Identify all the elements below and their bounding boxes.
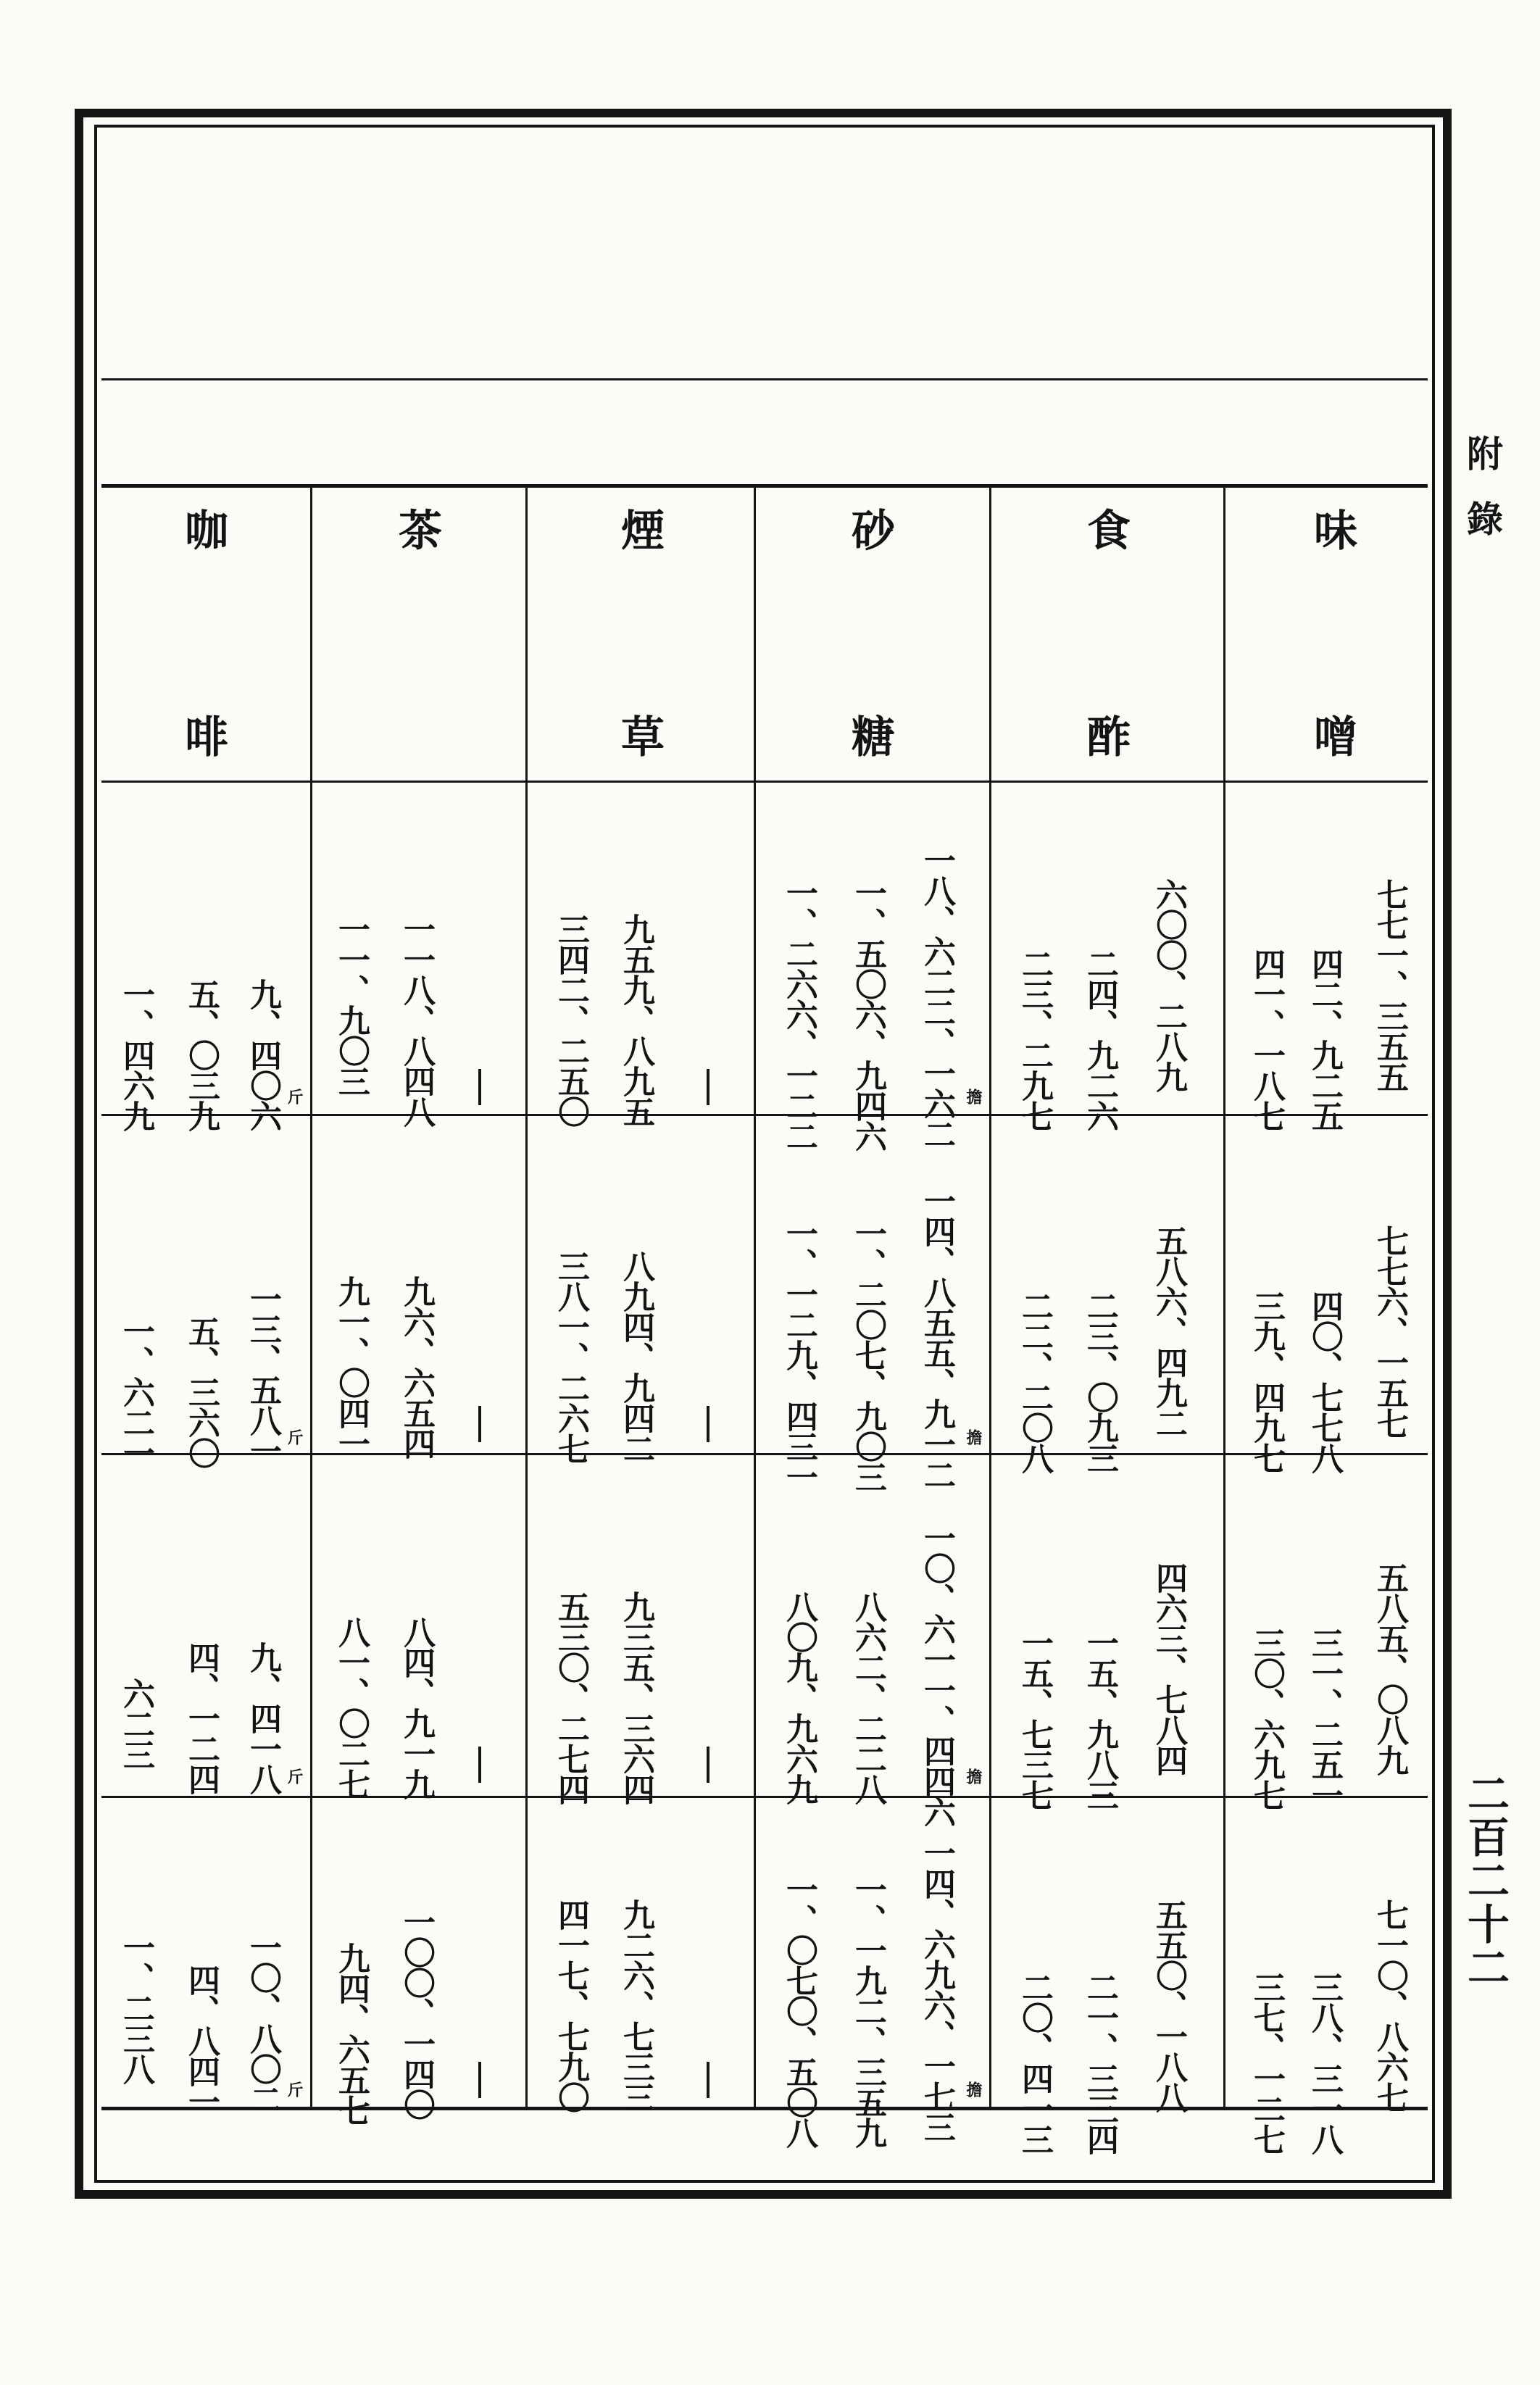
cell-tea-r1-v2: 一一、九〇三 xyxy=(333,913,370,1096)
cell-vinegar-r1-v3: 二三、二九七 xyxy=(1016,948,1053,1131)
cell-tea-r3-v1: 八四、九一九 xyxy=(398,1616,435,1799)
cell-tea-r4-dash xyxy=(478,2062,481,2098)
cell-tea-r2-v1: 九六、六五四 xyxy=(398,1275,435,1458)
cell-miso-r2-v1: 七七六、一五七 xyxy=(1371,1225,1408,1438)
rule-row-3 xyxy=(101,1796,1428,1798)
cell-vinegar-r4-v2: 二一、三三四 xyxy=(1081,1971,1118,2154)
cell-tobacco-r3-v1: 九三五、三六四 xyxy=(617,1591,654,1804)
cell-miso-r3-v2: 三一、二五一 xyxy=(1306,1627,1343,1810)
cell-tea-r1-v1: 一一八、八四八 xyxy=(398,913,435,1126)
cell-sugar-r3-v2: 八六二、二二八 xyxy=(849,1591,886,1804)
unit-dan-r2: 擔 xyxy=(964,1429,983,1445)
cell-vinegar-r2-v1: 五八六、四九二 xyxy=(1150,1225,1187,1438)
cell-sugar-r1-v1: 一八、六二二、一六二 xyxy=(918,844,955,1149)
rule-empty-band xyxy=(101,378,1428,380)
header-vinegar-2: 酢 xyxy=(1080,714,1131,757)
rule-row-1 xyxy=(101,1114,1428,1116)
cell-vinegar-r3-v2: 一五、九八三 xyxy=(1081,1627,1118,1810)
header-vinegar-1: 食 xyxy=(1080,507,1131,551)
unit-jin-r3: 斤 xyxy=(285,1768,304,1784)
cell-sugar-r3-v3: 八〇九、九六九 xyxy=(781,1591,817,1804)
cell-tobacco-r1-dash xyxy=(707,1069,709,1105)
cell-tobacco-r3-dash xyxy=(707,1747,709,1783)
col-rule-1 xyxy=(1223,486,1225,2109)
cell-tobacco-r2-v2: 三八一、二六七 xyxy=(552,1250,589,1463)
cell-sugar-r1-v2: 一、五〇六、九四六 xyxy=(849,877,886,1151)
cell-tobacco-r4-v2: 四一七、七九〇 xyxy=(552,1899,589,2112)
unit-jin-r4: 斤 xyxy=(285,2081,304,2097)
rule-row-2 xyxy=(101,1453,1428,1455)
cell-vinegar-r3-v3: 一五、七三七 xyxy=(1016,1627,1053,1810)
cell-coffee-r1-v2: 五、〇三九 xyxy=(183,978,220,1131)
header-sugar-2: 糖 xyxy=(844,714,895,757)
cell-miso-r2-v2: 四〇、七七八 xyxy=(1306,1290,1343,1473)
cell-vinegar-r2-v2: 二三、〇九三 xyxy=(1081,1290,1118,1473)
header-miso-2: 噌 xyxy=(1307,714,1357,757)
cell-sugar-r3-v1: 一〇、六一一、四四六 xyxy=(918,1522,955,1826)
cell-vinegar-r4-v3: 二〇、四一三 xyxy=(1016,1971,1053,2154)
cell-coffee-r2-v3: 一、六二一 xyxy=(117,1315,154,1468)
header-tea: 茶 xyxy=(391,507,442,551)
cell-sugar-r4-v3: 一、〇七〇、五〇八 xyxy=(781,1873,817,2147)
cell-vinegar-r2-v3: 二二、二〇八 xyxy=(1016,1290,1053,1473)
cell-sugar-r4-v2: 一、一九二、三五九 xyxy=(849,1873,886,2147)
cell-coffee-r3-v2: 四、一二四 xyxy=(183,1641,220,1794)
cell-tobacco-r1-v1: 九五九、八九五 xyxy=(617,913,654,1126)
header-coffee-1: 咖 xyxy=(178,507,228,551)
rule-header-bottom xyxy=(101,781,1428,783)
cell-miso-r4-v1: 七一〇、八六七 xyxy=(1371,1899,1408,2112)
cell-coffee-r4-v3: 一、二三八 xyxy=(117,1931,154,2084)
cell-tea-r3-v2: 八一、〇二七 xyxy=(333,1616,370,1799)
cell-vinegar-r4-v1: 五五〇、一八八 xyxy=(1150,1899,1187,2112)
unit-jin-r2: 斤 xyxy=(285,1429,304,1445)
unit-dan-r4: 擔 xyxy=(964,2081,983,2097)
cell-coffee-r2-v2: 五、三六〇 xyxy=(183,1315,220,1468)
cell-tea-r1-dash xyxy=(478,1069,481,1105)
cell-tea-r2-dash xyxy=(478,1406,481,1442)
cell-vinegar-r1-v2: 二四、九二六 xyxy=(1081,948,1118,1131)
col-rule-4 xyxy=(525,486,528,2109)
cell-miso-r2-v3: 三九、四九七 xyxy=(1248,1290,1285,1473)
cell-tea-r4-v2: 九四、六五七 xyxy=(333,1942,370,2125)
cell-tobacco-r4-v1: 九二六、七三三 xyxy=(617,1899,654,2112)
unit-dan-r1: 擔 xyxy=(964,1089,983,1104)
cell-sugar-r2-v2: 一、二〇七、九〇三 xyxy=(849,1218,886,1491)
unit-dan-r3: 擔 xyxy=(964,1768,983,1784)
cell-coffee-r3-v3: 六二三 xyxy=(117,1678,154,1769)
cell-coffee-r4-v1: 一〇、八〇二 xyxy=(244,1931,281,2114)
cell-miso-r3-v3: 三〇、六九七 xyxy=(1248,1627,1285,1810)
cell-tobacco-r2-dash xyxy=(707,1406,709,1442)
rule-table-bottom xyxy=(101,2107,1428,2110)
col-rule-5 xyxy=(310,486,312,2109)
rule-table-top xyxy=(101,484,1428,488)
cell-sugar-r1-v3: 一、二六六、一二二 xyxy=(781,877,817,1151)
cell-tea-r2-v2: 九一、〇四一 xyxy=(333,1275,370,1458)
page-frame-inner xyxy=(94,125,1435,2183)
header-sugar-1: 砂 xyxy=(844,507,895,551)
unit-jin-r1: 斤 xyxy=(285,1089,304,1104)
cell-vinegar-r3-v1: 四六三、七八四 xyxy=(1150,1562,1187,1775)
header-tobacco-1: 煙 xyxy=(614,507,665,551)
cell-coffee-r4-v2: 四、八四一 xyxy=(183,1964,220,2116)
cell-miso-r4-v3: 三七、一二七 xyxy=(1248,1971,1285,2154)
cell-sugar-r2-v3: 一、一二九、四三一 xyxy=(781,1218,817,1491)
side-title: 附錄 xyxy=(1461,435,1504,565)
cell-coffee-r1-v1: 九、四〇六 xyxy=(244,978,281,1131)
cell-sugar-r4-v1: 一四、六九六、一七三 xyxy=(918,1837,955,2141)
cell-coffee-r2-v1: 一三、五八一 xyxy=(244,1283,281,1465)
cell-tobacco-r1-v2: 三四二、二五〇 xyxy=(552,913,589,1126)
header-coffee-2: 啡 xyxy=(178,714,228,757)
cell-miso-r3-v1: 五八五、〇八九 xyxy=(1371,1562,1408,1775)
col-rule-3 xyxy=(754,486,756,2109)
col-rule-2 xyxy=(989,486,991,2109)
page-number: 二百二十二 xyxy=(1460,1772,1510,1989)
cell-tea-r3-dash xyxy=(478,1747,481,1783)
cell-tobacco-r2-v1: 八九四、九四二 xyxy=(617,1250,654,1463)
cell-tobacco-r3-v2: 五三〇、二七四 xyxy=(552,1591,589,1804)
cell-tobacco-r4-dash xyxy=(707,2062,709,2098)
cell-coffee-r3-v1: 九、四一八 xyxy=(244,1641,281,1794)
header-tobacco-2: 草 xyxy=(614,714,665,757)
cell-coffee-r1-v3: 一、四六九 xyxy=(117,978,154,1131)
cell-vinegar-r1-v1: 六〇〇、二八九 xyxy=(1150,878,1187,1091)
cell-sugar-r2-v1: 一四、八五五、九一二 xyxy=(918,1185,955,1489)
cell-miso-r4-v2: 三八、三一八 xyxy=(1306,1971,1343,2154)
cell-miso-r1-v2: 四二、九二五 xyxy=(1306,948,1343,1131)
cell-miso-r1-v1: 七七一、三五五 xyxy=(1371,878,1408,1091)
cell-tea-r4-v1: 一〇〇、一四〇 xyxy=(398,1906,435,2119)
cell-miso-r1-v3: 四一、一八七 xyxy=(1248,948,1285,1131)
header-miso-1: 味 xyxy=(1307,507,1357,551)
